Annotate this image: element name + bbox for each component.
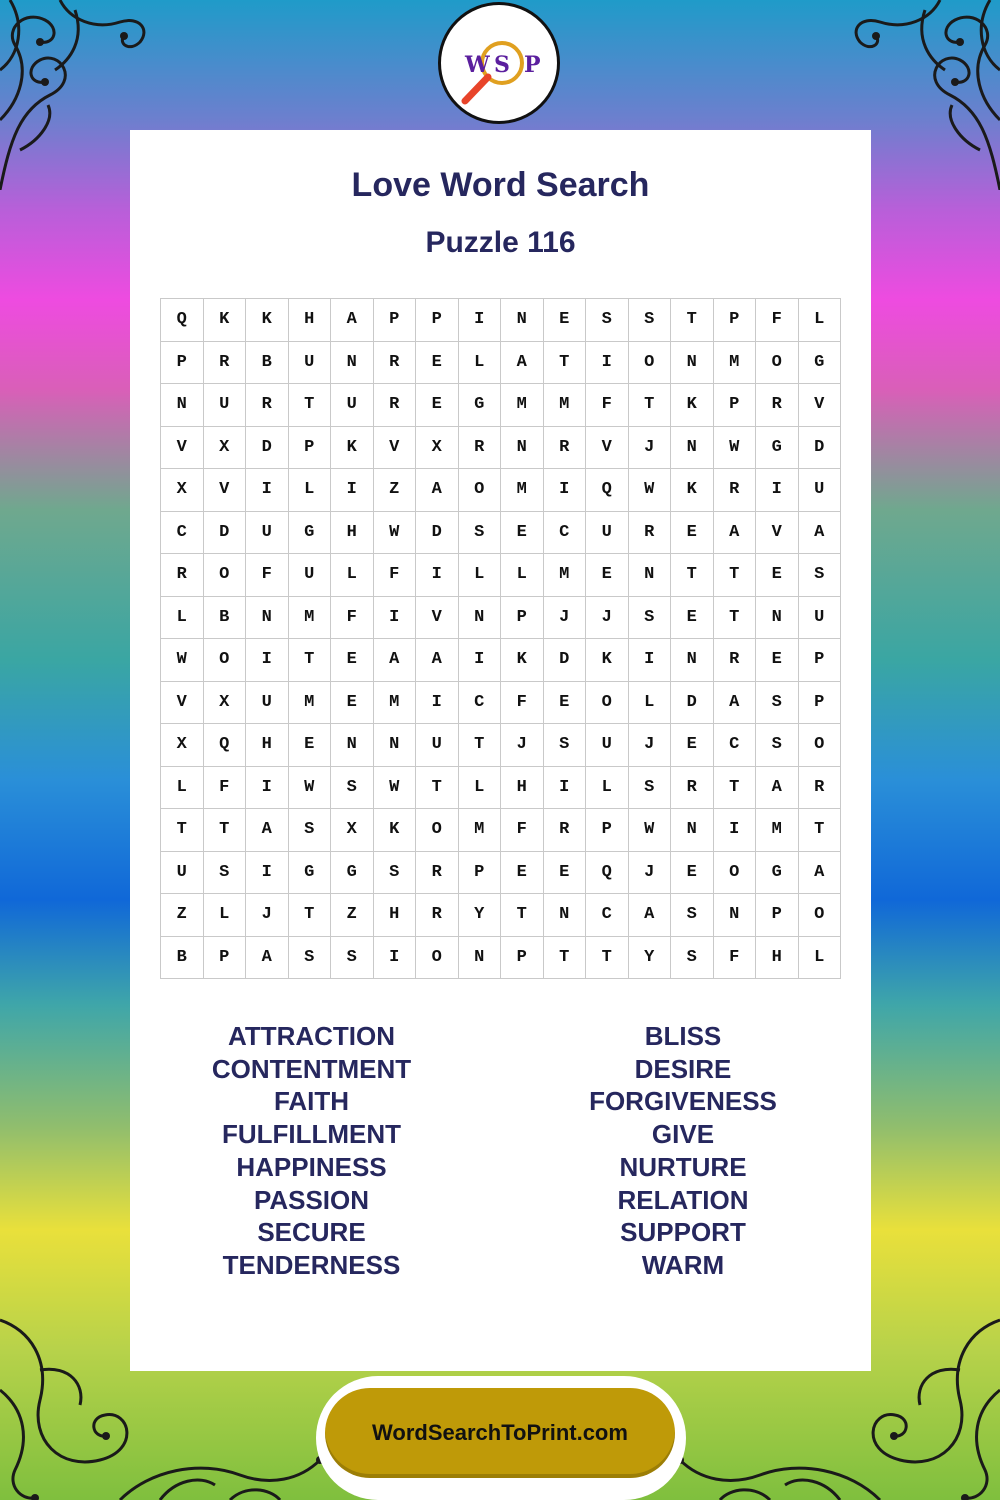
grid-cell[interactable]: E <box>331 682 374 725</box>
grid-cell[interactable]: K <box>586 639 629 682</box>
grid-cell[interactable]: U <box>416 724 459 767</box>
grid-cell[interactable]: U <box>586 724 629 767</box>
grid-cell[interactable]: M <box>289 597 332 640</box>
grid-cell[interactable]: A <box>714 682 757 725</box>
grid-cell[interactable]: H <box>246 724 289 767</box>
grid-cell[interactable]: H <box>374 894 417 937</box>
magnifier-logo-icon <box>441 5 557 121</box>
word-item: ATTRACTION <box>227 1021 396 1051</box>
grid-cell[interactable]: P <box>714 384 757 427</box>
grid-cell[interactable]: A <box>501 342 544 385</box>
word-list-left <box>130 1020 501 1282</box>
grid-cell[interactable]: M <box>501 384 544 427</box>
word-item: HAPPINESS <box>236 1151 387 1182</box>
puzzle-number: Puzzle 116 <box>425 226 576 259</box>
grid-cell[interactable]: V <box>416 597 459 640</box>
grid-cell[interactable]: K <box>671 384 714 427</box>
grid-cell[interactable]: T <box>714 767 757 810</box>
grid-cell[interactable]: N <box>161 384 204 427</box>
grid-cell[interactable]: R <box>629 512 672 555</box>
grid-cell[interactable]: A <box>799 852 842 895</box>
grid-cell[interactable]: R <box>799 767 842 810</box>
grid-cell[interactable]: T <box>161 809 204 852</box>
grid-cell[interactable]: W <box>289 767 332 810</box>
grid-cell[interactable]: A <box>416 639 459 682</box>
grid-cell[interactable]: X <box>204 427 247 470</box>
grid-cell[interactable]: V <box>756 512 799 555</box>
word-item: NURTURE <box>619 1151 747 1182</box>
grid-cell[interactable]: L <box>629 682 672 725</box>
grid-cell[interactable]: O <box>799 894 842 937</box>
grid-cell[interactable]: E <box>544 299 587 342</box>
grid-cell[interactable]: I <box>459 639 502 682</box>
grid-cell[interactable]: P <box>586 809 629 852</box>
grid-cell[interactable]: I <box>586 342 629 385</box>
grid-cell[interactable]: L <box>289 469 332 512</box>
grid-cell[interactable]: G <box>331 852 374 895</box>
grid-cell[interactable]: H <box>289 299 332 342</box>
grid-cell[interactable]: A <box>246 809 289 852</box>
grid-cell[interactable]: E <box>756 554 799 597</box>
grid-cell[interactable]: N <box>671 427 714 470</box>
grid-cell[interactable]: O <box>416 937 459 980</box>
grid-cell[interactable]: J <box>629 724 672 767</box>
grid-cell[interactable]: S <box>671 894 714 937</box>
grid-cell[interactable]: O <box>204 554 247 597</box>
grid-cell[interactable]: N <box>459 937 502 980</box>
grid-cell[interactable]: S <box>204 852 247 895</box>
grid-cell[interactable]: N <box>331 724 374 767</box>
grid-cell[interactable]: D <box>671 682 714 725</box>
grid-cell[interactable]: I <box>331 469 374 512</box>
grid-cell[interactable]: D <box>246 427 289 470</box>
grid-cell[interactable]: A <box>416 469 459 512</box>
word-list-right <box>501 1020 872 1282</box>
grid-cell[interactable]: S <box>756 682 799 725</box>
grid-cell[interactable]: D <box>204 512 247 555</box>
grid-cell[interactable]: J <box>629 852 672 895</box>
grid-cell[interactable]: N <box>756 597 799 640</box>
grid-cell[interactable]: I <box>374 937 417 980</box>
grid-cell[interactable]: F <box>586 384 629 427</box>
word-item: RELATION <box>617 1184 749 1215</box>
grid-cell[interactable]: Y <box>459 894 502 937</box>
grid-cell[interactable]: P <box>374 299 417 342</box>
grid-cell[interactable]: M <box>714 342 757 385</box>
grid-cell[interactable]: O <box>756 342 799 385</box>
grid-cell[interactable]: R <box>544 809 587 852</box>
grid-cell[interactable]: T <box>671 554 714 597</box>
grid-cell[interactable]: F <box>501 682 544 725</box>
grid-cell[interactable]: N <box>671 342 714 385</box>
grid-cell[interactable]: S <box>331 937 374 980</box>
grid-cell[interactable]: D <box>799 427 842 470</box>
grid-cell[interactable]: A <box>629 894 672 937</box>
grid-cell[interactable]: P <box>289 427 332 470</box>
grid-cell[interactable]: I <box>246 767 289 810</box>
grid-cell[interactable]: G <box>289 512 332 555</box>
grid-cell[interactable]: S <box>799 554 842 597</box>
logo-letter-p: P <box>524 52 541 78</box>
grid-cell[interactable]: Q <box>204 724 247 767</box>
word-item: FORGIVENESS <box>589 1086 777 1117</box>
grid-cell[interactable]: A <box>714 512 757 555</box>
grid-cell[interactable]: I <box>544 469 587 512</box>
grid-cell[interactable]: U <box>799 597 842 640</box>
grid-cell[interactable]: A <box>246 937 289 980</box>
grid-cell[interactable]: N <box>671 639 714 682</box>
grid-cell[interactable]: R <box>374 384 417 427</box>
grid-cell[interactable]: J <box>246 894 289 937</box>
grid-cell[interactable]: N <box>544 894 587 937</box>
grid-cell[interactable]: N <box>246 597 289 640</box>
grid-cell[interactable]: A <box>331 299 374 342</box>
grid-cell[interactable]: A <box>374 639 417 682</box>
grid-cell[interactable]: I <box>714 809 757 852</box>
grid-cell[interactable]: O <box>459 469 502 512</box>
page-title: Love Word Search <box>351 166 650 204</box>
word-item: PASSION <box>253 1184 370 1215</box>
grid-cell[interactable]: P <box>161 342 204 385</box>
grid-cell[interactable]: T <box>629 384 672 427</box>
grid-cell[interactable]: O <box>799 724 842 767</box>
grid-cell[interactable]: N <box>714 894 757 937</box>
grid-cell[interactable]: T <box>416 767 459 810</box>
grid-cell[interactable]: K <box>501 639 544 682</box>
grid-cell[interactable]: S <box>459 512 502 555</box>
grid-cell[interactable]: O <box>204 639 247 682</box>
grid-cell[interactable]: L <box>799 299 842 342</box>
word-item: CONTENTMENT <box>211 1053 412 1084</box>
word-item: BLISS <box>644 1021 722 1051</box>
grid-cell[interactable]: K <box>204 299 247 342</box>
grid-cell[interactable]: P <box>459 852 502 895</box>
grid-cell[interactable]: N <box>501 427 544 470</box>
puzzle-sheet <box>130 130 871 1371</box>
grid-cell[interactable]: Z <box>374 469 417 512</box>
grid-cell[interactable]: L <box>331 554 374 597</box>
word-list <box>130 1020 871 1282</box>
grid-cell[interactable]: Q <box>586 852 629 895</box>
grid-cell[interactable]: E <box>671 597 714 640</box>
grid-cell[interactable]: U <box>289 554 332 597</box>
grid-cell[interactable]: X <box>161 469 204 512</box>
grid-cell[interactable]: R <box>204 342 247 385</box>
grid-cell[interactable]: C <box>459 682 502 725</box>
grid-cell[interactable]: N <box>331 342 374 385</box>
grid-cell[interactable]: L <box>586 767 629 810</box>
grid-cell[interactable]: U <box>331 384 374 427</box>
grid-cell[interactable]: Q <box>161 299 204 342</box>
grid-cell[interactable]: G <box>756 427 799 470</box>
grid-cell[interactable]: M <box>501 469 544 512</box>
grid-cell[interactable]: R <box>374 342 417 385</box>
grid-cell[interactable]: K <box>246 299 289 342</box>
letter-grid <box>160 298 841 979</box>
grid-cell[interactable]: L <box>501 554 544 597</box>
grid-cell[interactable]: E <box>756 639 799 682</box>
word-item: DESIRE <box>634 1053 732 1084</box>
grid-cell[interactable]: R <box>161 554 204 597</box>
grid-cell[interactable]: E <box>416 384 459 427</box>
word-item: TENDERNESS <box>222 1249 401 1280</box>
grid-cell[interactable]: H <box>501 767 544 810</box>
grid-cell[interactable]: F <box>374 554 417 597</box>
grid-cell[interactable]: C <box>714 724 757 767</box>
grid-cell[interactable]: T <box>289 639 332 682</box>
grid-cell[interactable]: T <box>289 384 332 427</box>
grid-cell[interactable]: R <box>756 384 799 427</box>
grid-cell[interactable]: G <box>289 852 332 895</box>
grid-cell[interactable]: T <box>714 597 757 640</box>
word-item: FULFILLMENT <box>221 1119 402 1150</box>
grid-cell[interactable]: P <box>799 682 842 725</box>
grid-cell[interactable]: W <box>161 639 204 682</box>
grid-cell[interactable]: F <box>204 767 247 810</box>
grid-cell[interactable]: U <box>799 469 842 512</box>
grid-cell[interactable]: V <box>799 384 842 427</box>
word-item: GIVE <box>651 1119 715 1150</box>
word-item: FAITH <box>273 1086 350 1117</box>
grid-cell[interactable]: A <box>799 512 842 555</box>
grid-cell[interactable]: G <box>459 384 502 427</box>
grid-cell[interactable]: W <box>629 469 672 512</box>
grid-cell[interactable]: R <box>246 384 289 427</box>
grid-cell[interactable]: F <box>714 937 757 980</box>
grid-cell[interactable]: I <box>374 597 417 640</box>
logo-letter-s: S <box>494 52 510 78</box>
grid-cell[interactable]: W <box>374 767 417 810</box>
grid-cell[interactable]: G <box>756 852 799 895</box>
grid-cell[interactable]: P <box>501 937 544 980</box>
grid-cell[interactable]: I <box>246 639 289 682</box>
grid-cell[interactable]: R <box>714 639 757 682</box>
grid-cell[interactable]: M <box>544 554 587 597</box>
grid-cell[interactable]: B <box>246 342 289 385</box>
grid-cell[interactable]: S <box>289 937 332 980</box>
grid-cell[interactable]: P <box>756 894 799 937</box>
grid-cell[interactable]: K <box>671 469 714 512</box>
grid-cell[interactable]: Y <box>629 937 672 980</box>
grid-cell[interactable]: S <box>331 767 374 810</box>
grid-cell[interactable]: I <box>416 682 459 725</box>
grid-cell[interactable]: Z <box>331 894 374 937</box>
grid-cell[interactable]: C <box>544 512 587 555</box>
grid-cell[interactable]: K <box>374 809 417 852</box>
grid-cell[interactable]: P <box>204 937 247 980</box>
grid-cell[interactable]: N <box>459 597 502 640</box>
grid-cell[interactable]: V <box>586 427 629 470</box>
grid-cell[interactable]: W <box>374 512 417 555</box>
grid-cell[interactable]: I <box>459 299 502 342</box>
grid-cell[interactable]: S <box>289 809 332 852</box>
grid-cell[interactable]: X <box>331 809 374 852</box>
grid-cell[interactable]: H <box>756 937 799 980</box>
grid-cell[interactable]: P <box>416 299 459 342</box>
grid-cell[interactable]: V <box>374 427 417 470</box>
grid-cell[interactable]: E <box>416 342 459 385</box>
grid-cell[interactable]: T <box>544 937 587 980</box>
grid-cell[interactable]: T <box>671 299 714 342</box>
grid-cell[interactable]: U <box>246 682 289 725</box>
grid-cell[interactable]: W <box>629 809 672 852</box>
grid-cell[interactable]: J <box>586 597 629 640</box>
grid-cell[interactable]: B <box>161 937 204 980</box>
grid-cell[interactable]: I <box>756 469 799 512</box>
grid-cell[interactable]: R <box>714 469 757 512</box>
grid-cell[interactable]: I <box>544 767 587 810</box>
grid-cell[interactable]: Z <box>161 894 204 937</box>
grid-cell[interactable]: R <box>416 852 459 895</box>
grid-cell[interactable]: R <box>416 894 459 937</box>
website-link-button[interactable]: WordSearchToPrint.com <box>325 1388 675 1478</box>
grid-cell[interactable]: E <box>501 852 544 895</box>
grid-cell[interactable]: L <box>459 767 502 810</box>
grid-cell[interactable]: L <box>799 937 842 980</box>
grid-cell[interactable]: E <box>671 724 714 767</box>
grid-cell[interactable]: O <box>629 342 672 385</box>
grid-cell[interactable]: V <box>161 682 204 725</box>
grid-cell[interactable]: N <box>629 554 672 597</box>
grid-cell[interactable]: F <box>246 554 289 597</box>
grid-cell[interactable]: L <box>204 894 247 937</box>
corner-ornament-top-left <box>0 0 150 190</box>
grid-cell[interactable]: D <box>416 512 459 555</box>
grid-cell[interactable]: I <box>246 852 289 895</box>
site-logo[interactable] <box>438 2 560 124</box>
grid-cell[interactable]: G <box>799 342 842 385</box>
grid-cell[interactable]: X <box>161 724 204 767</box>
grid-cell[interactable]: L <box>161 767 204 810</box>
grid-cell[interactable]: F <box>501 809 544 852</box>
grid-cell[interactable]: S <box>629 299 672 342</box>
word-item: SUPPORT <box>620 1217 746 1248</box>
grid-cell[interactable]: D <box>544 639 587 682</box>
grid-cell[interactable]: N <box>374 724 417 767</box>
grid-cell[interactable]: F <box>756 299 799 342</box>
grid-cell[interactable]: K <box>331 427 374 470</box>
grid-cell[interactable]: V <box>204 469 247 512</box>
grid-cell[interactable]: P <box>799 639 842 682</box>
grid-cell[interactable]: U <box>204 384 247 427</box>
grid-cell[interactable]: O <box>586 682 629 725</box>
grid-cell[interactable]: R <box>671 767 714 810</box>
grid-cell[interactable]: A <box>756 767 799 810</box>
grid-cell[interactable]: L <box>459 342 502 385</box>
grid-cell[interactable]: T <box>799 809 842 852</box>
grid-cell[interactable]: T <box>586 937 629 980</box>
grid-cell[interactable]: S <box>374 852 417 895</box>
grid-cell[interactable]: I <box>629 639 672 682</box>
grid-cell[interactable]: S <box>586 299 629 342</box>
grid-cell[interactable]: R <box>459 427 502 470</box>
grid-cell[interactable]: S <box>671 937 714 980</box>
grid-cell[interactable]: U <box>246 512 289 555</box>
grid-cell[interactable]: T <box>714 554 757 597</box>
grid-cell[interactable]: U <box>586 512 629 555</box>
grid-cell[interactable]: E <box>544 852 587 895</box>
grid-cell[interactable]: T <box>289 894 332 937</box>
grid-cell[interactable]: J <box>544 597 587 640</box>
grid-cell[interactable]: L <box>161 597 204 640</box>
grid-cell[interactable]: S <box>629 597 672 640</box>
grid-cell[interactable]: U <box>289 342 332 385</box>
grid-cell[interactable]: C <box>161 512 204 555</box>
grid-cell[interactable]: E <box>501 512 544 555</box>
grid-cell[interactable]: W <box>714 427 757 470</box>
grid-cell[interactable]: T <box>544 342 587 385</box>
grid-cell[interactable]: E <box>671 852 714 895</box>
grid-cell[interactable]: S <box>629 767 672 810</box>
grid-cell[interactable]: U <box>161 852 204 895</box>
grid-cell[interactable]: S <box>756 724 799 767</box>
grid-cell[interactable]: E <box>544 682 587 725</box>
grid-cell[interactable]: J <box>501 724 544 767</box>
grid-cell[interactable]: M <box>459 809 502 852</box>
grid-cell[interactable]: X <box>204 682 247 725</box>
grid-cell[interactable]: M <box>544 384 587 427</box>
grid-cell[interactable]: E <box>671 512 714 555</box>
grid-cell[interactable]: S <box>544 724 587 767</box>
grid-cell[interactable]: O <box>416 809 459 852</box>
grid-cell[interactable]: N <box>501 299 544 342</box>
grid-cell[interactable]: L <box>459 554 502 597</box>
grid-cell[interactable]: T <box>501 894 544 937</box>
grid-cell[interactable]: C <box>586 894 629 937</box>
grid-cell[interactable]: E <box>331 639 374 682</box>
grid-cell[interactable]: O <box>714 852 757 895</box>
grid-cell[interactable]: V <box>161 427 204 470</box>
grid-cell[interactable]: E <box>289 724 332 767</box>
grid-cell[interactable]: Q <box>586 469 629 512</box>
grid-cell[interactable]: I <box>416 554 459 597</box>
grid-cell[interactable]: M <box>374 682 417 725</box>
grid-cell[interactable]: X <box>416 427 459 470</box>
grid-cell[interactable]: J <box>629 427 672 470</box>
grid-cell[interactable]: B <box>204 597 247 640</box>
word-item: SECURE <box>257 1217 366 1248</box>
grid-cell[interactable]: P <box>714 299 757 342</box>
grid-cell[interactable]: N <box>671 809 714 852</box>
grid-cell[interactable]: M <box>289 682 332 725</box>
grid-cell[interactable]: E <box>586 554 629 597</box>
corner-ornament-top-right <box>850 0 1000 190</box>
logo-letter-w: W <box>465 52 490 78</box>
grid-cell[interactable]: R <box>544 427 587 470</box>
grid-cell[interactable]: F <box>331 597 374 640</box>
grid-cell[interactable]: P <box>501 597 544 640</box>
grid-cell[interactable]: H <box>331 512 374 555</box>
grid-cell[interactable]: T <box>459 724 502 767</box>
grid-cell[interactable]: I <box>246 469 289 512</box>
word-item: WARM <box>641 1249 725 1280</box>
grid-cell[interactable]: T <box>204 809 247 852</box>
grid-cell[interactable]: M <box>756 809 799 852</box>
